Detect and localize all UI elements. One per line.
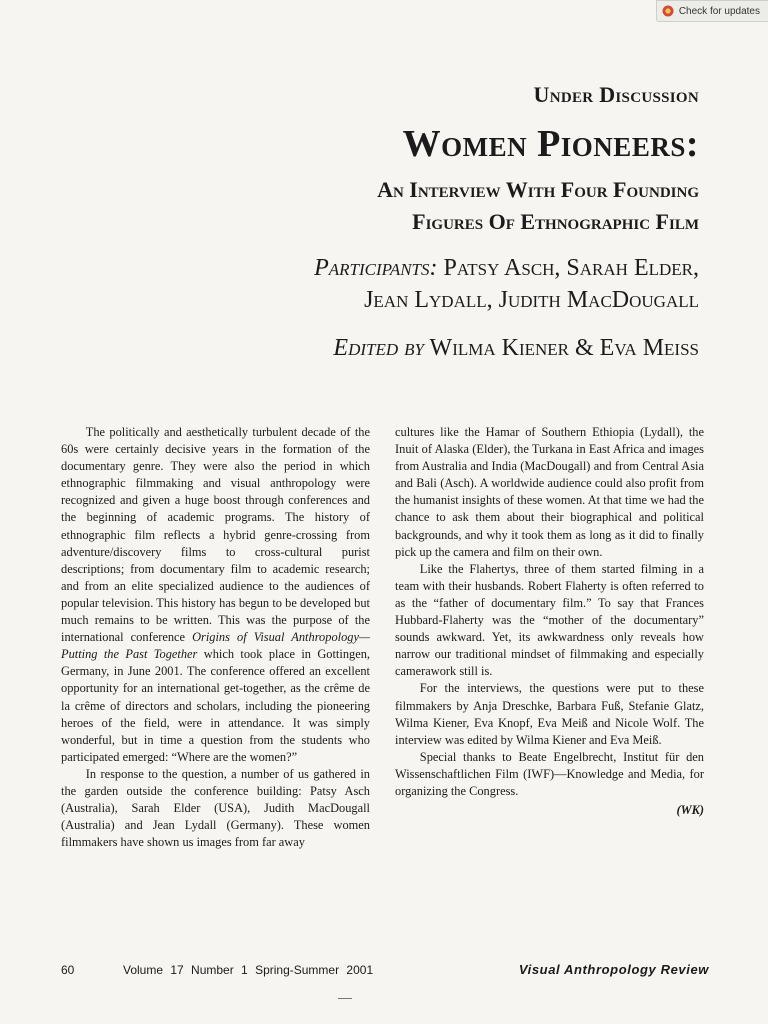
edited-by-label: Edited by	[333, 335, 424, 361]
participants	[139, 252, 699, 316]
left-paragraph-1	[61, 424, 370, 766]
update-check-icon	[662, 5, 674, 17]
right-column	[395, 424, 704, 819]
check-for-updates-badge[interactable]	[656, 0, 768, 22]
right-paragraph-3: For the interviews, the questions were put to these filmmakers by Anja Dreschke, Barbara Fuß, Stefanie Glatz, Wilma Kiener, Eva Knopf, Eva Meiß and Nicole Wolf. The interview was edited by Wilma Kiener and Eva Meiß.	[395, 681, 704, 747]
author-initials: (WK)	[676, 803, 704, 818]
journal-name: Visual Anthropology Review	[518, 962, 709, 977]
right-paragraph-1: cultures like the Hamar of Southern Ethiopia (Lydall), the Inuit of Alaska (Elder), the Turkana in East Africa and images from Australia and India (MacDougall) and from Central Asia and Bali (Asch). A worldwide audience could also profit from the humanist insights of these women. At that time we had the chance to ask them about their biographical and political backgrounds, and why it took them as long as it did to finally pick up the camera and film on their own.	[395, 425, 704, 559]
page-number: 60	[61, 963, 75, 977]
article-title: Women Pioneers:	[402, 123, 699, 165]
left-column	[61, 424, 370, 851]
participants-line-2: Jean Lydall, Judith MacDougall	[364, 287, 699, 313]
check-for-updates-label: Check for updates	[678, 5, 760, 17]
right-paragraph-2: Like the Flahertys, three of them started filming in a team with their husbands. Robert Flaherty is often referred to as the “father of documentary film.” To say that Frances Hubbard-Flaherty was the “mother of the documentary” sounds awkward. Yet, its awkwardness only reveals how narrow our traditional mindset of filmmaking and especially camerawork still is.	[395, 561, 704, 679]
page-footer	[61, 962, 709, 980]
conference-title: Origins of Visual Anthropology—Putting the Past Together	[61, 630, 370, 662]
editor-names: Wilma Kiener & Eva Meiß	[429, 335, 699, 361]
left-paragraph-2: In response to the question, a number of us gathered in the garden outside the conference building: Patsy Asch (Australia), Sarah Elder (USA), Judith MacDougall (Australia) and Jean Lydall (Germany). These women filmmakers have shown us images from far away	[61, 766, 370, 850]
editors	[139, 332, 699, 364]
article-header	[139, 80, 699, 364]
article-subtitle	[139, 174, 699, 238]
left-p1-text-b: which took place in Gottingen, Germany, in June 2001. The conference offered an excellent opportunity for an international get-together, as the crême de la crême of directors and scholars, including the pioneering heroes of the field, were in attendance. It was simply wonderful, but in time a question from the students who participated emerged: “Where are the women?”	[61, 647, 371, 764]
section-label: Under Discussion	[533, 82, 699, 107]
subtitle-line-2: Figures Of Ethnographic Film	[412, 209, 699, 234]
participants-label: Participants:	[314, 255, 438, 281]
participants-line-1: Patsy Asch, Sarah Elder,	[443, 255, 699, 281]
volume-info: Volume 17 Number 1 Spring-Summer 2001	[123, 963, 374, 977]
subtitle-line-1: An Interview With Four Founding	[377, 177, 699, 202]
left-p1-text-a: The politically and aesthetically turbulent decade of the 60s were certainly decisive years in the formation of the documentary genre. They were also the period in which ethnographic filmmaking and visual anthropology were recognized and given a huge boost through conferences and the beginning of academic programs. The history of ethnographic film reflects a hybrid genre-crossing from adventure/discovery films to cross-cultural purist descriptions; from documentary film to academic research; and from an elite specialized audience to the audiences of popular television. This history has begun to be developed but much remains to be written. This was the purpose of the international conference	[61, 425, 370, 645]
right-paragraph-4: Special thanks to Beate Engelbrecht, Institut für den Wissenschaftlichen Film (IWF)—Knowledge and Media, for organizing the Congress.	[395, 749, 704, 798]
scan-mark	[338, 998, 352, 999]
